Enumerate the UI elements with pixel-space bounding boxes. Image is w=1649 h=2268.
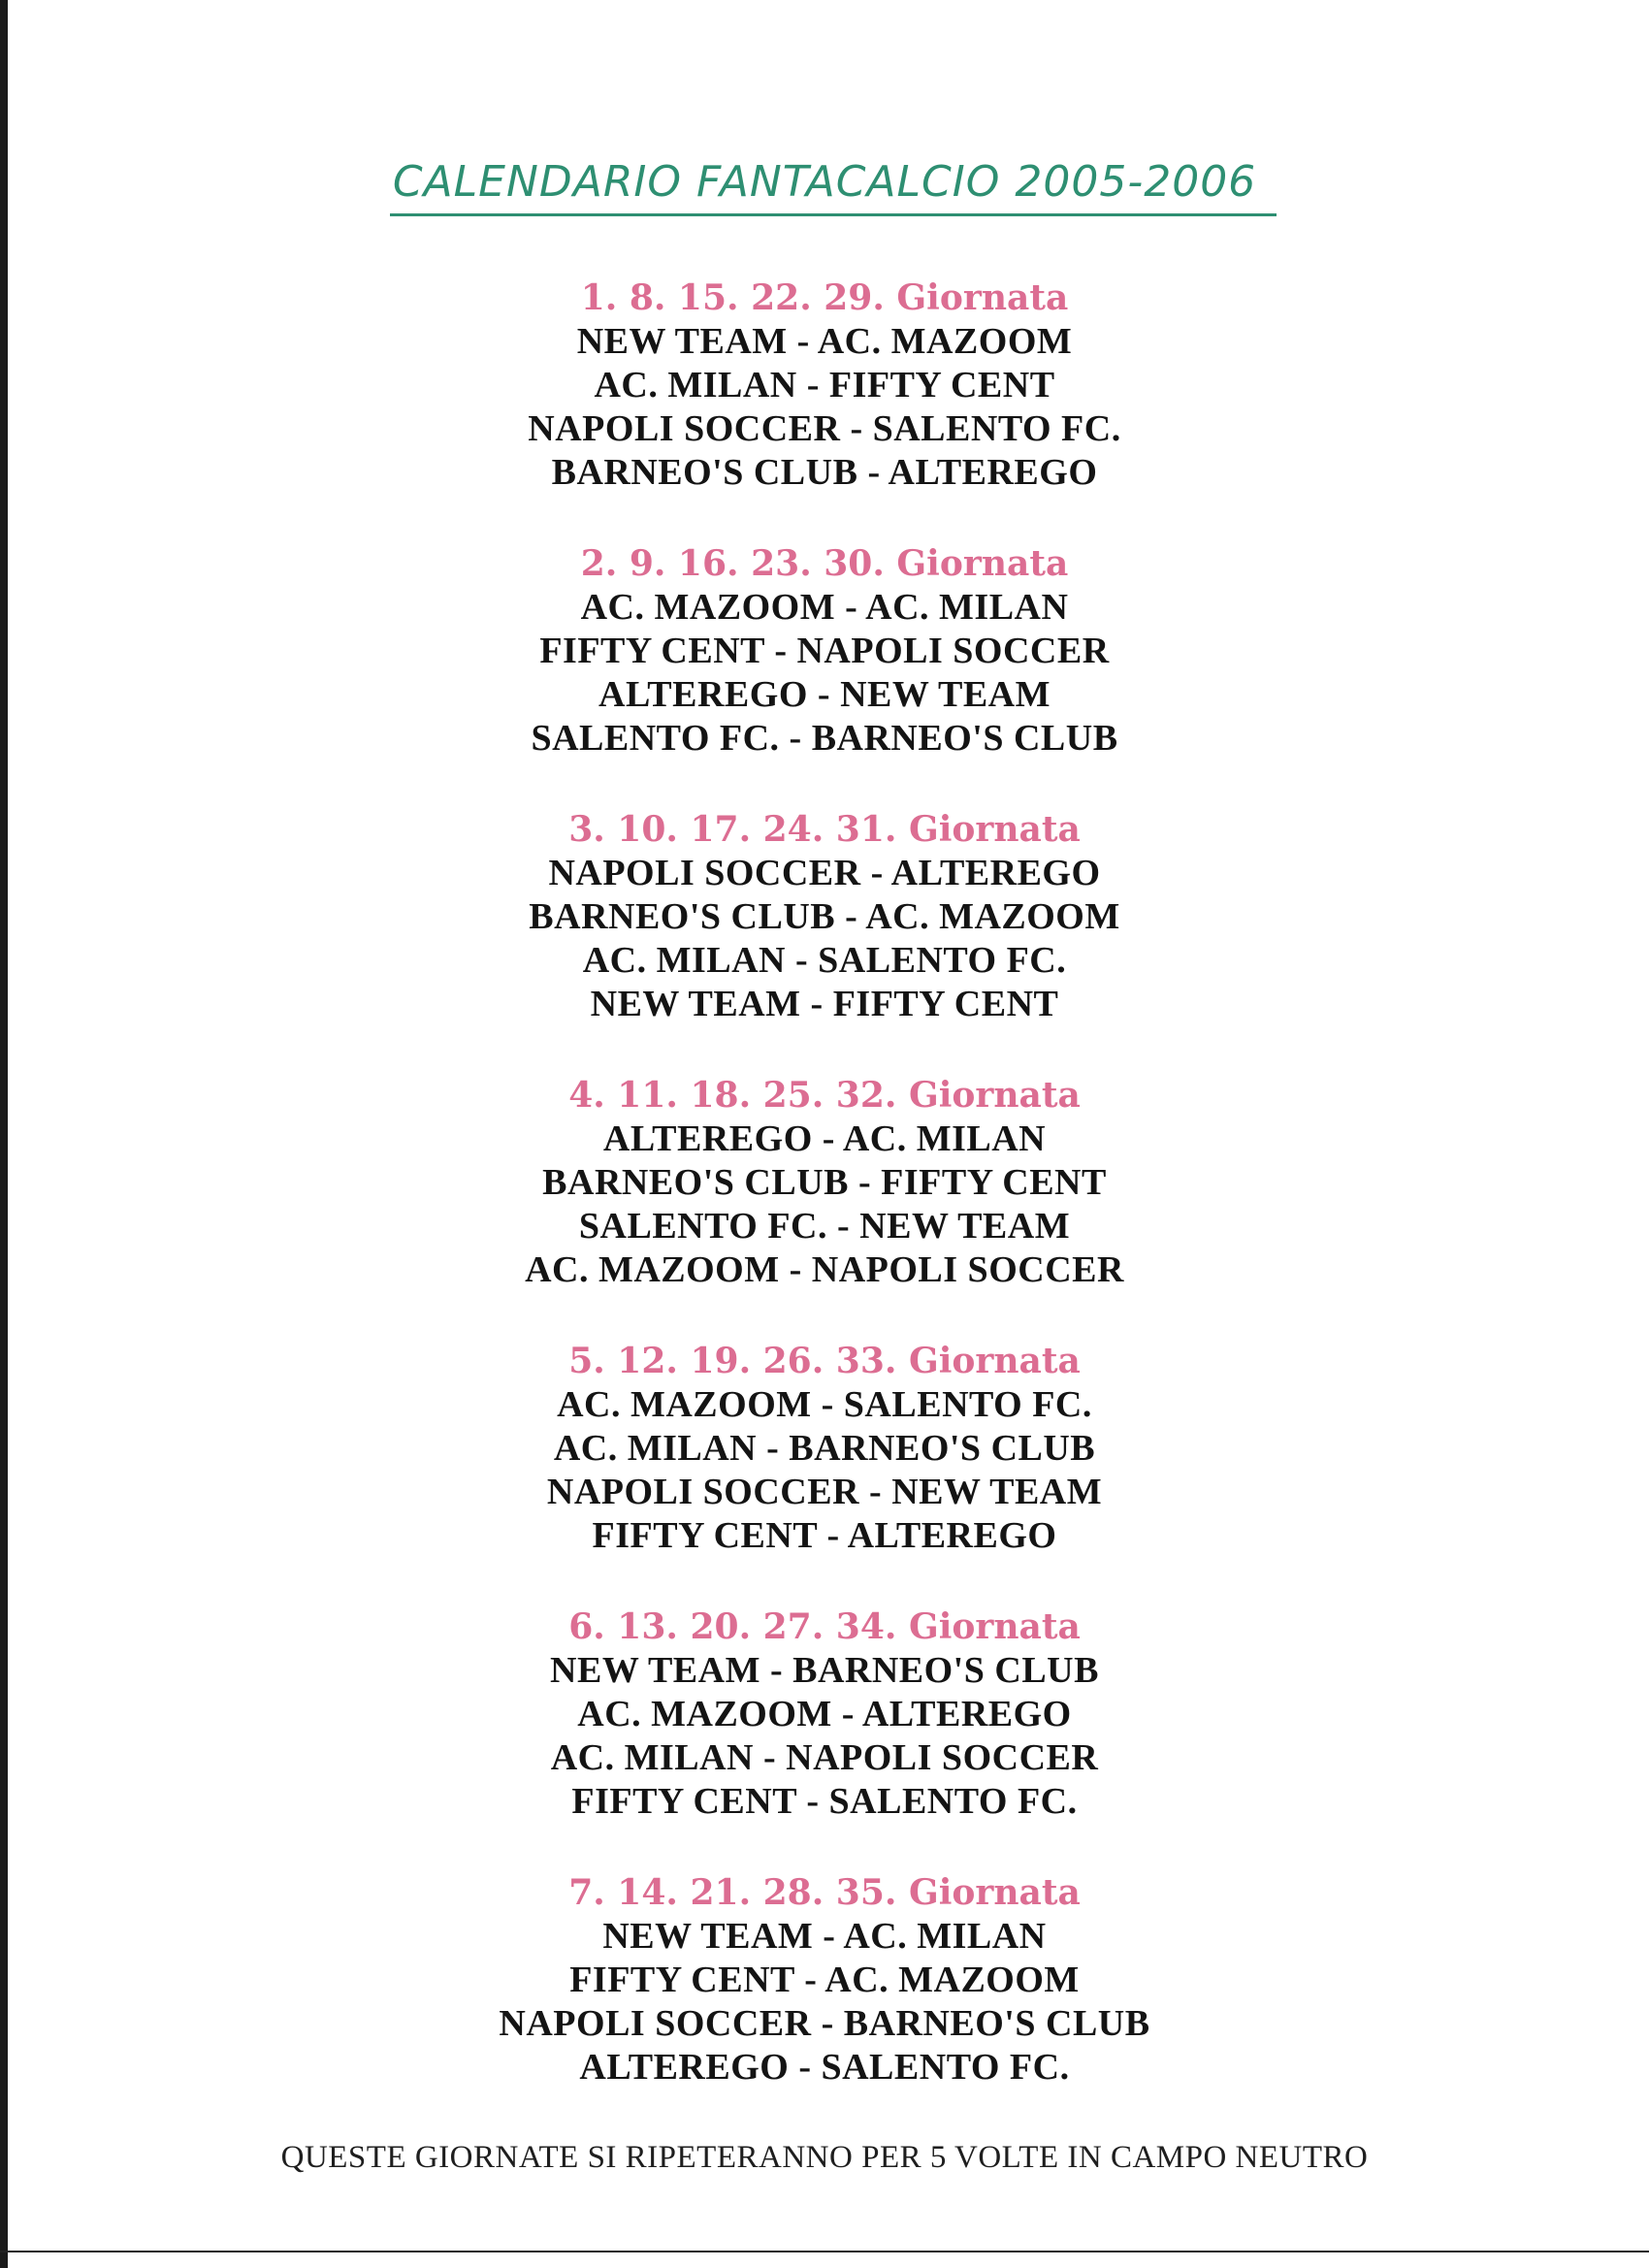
away-team: SALENTO FC. [818,940,1067,981]
away-team: AC. MILAN [842,1118,1047,1159]
away-team: NAPOLI SOCCER [786,1737,1099,1778]
home-team: BARNEO'S CLUB [542,1162,849,1203]
round-1 [0,275,1649,541]
home-team: ALTEREGO [579,2047,790,2088]
match-row: AC. MILAN - FIFTY CENT [594,365,1055,405]
away-team: FIFTY CENT [881,1162,1107,1203]
away-team: BARNEO'S CLUB [789,1428,1096,1469]
match-row: SALENTO FC. - NEW TEAM [578,1206,1071,1247]
away-team: NEW TEAM [859,1206,1071,1247]
away-team: AC. MAZOOM [865,896,1120,937]
home-team: NEW TEAM [550,1650,760,1691]
match-row: ALTEREGO - AC. MILAN [602,1118,1047,1159]
round-heading: 4. 11. 18. 25. 32. Giornata [568,1075,1081,1116]
home-team: FIFTY CENT [539,631,765,671]
home-team: AC. MILAN [553,1428,758,1469]
round-heading: 3. 10. 17. 24. 31. Giornata [568,809,1081,850]
footer-note: QUESTE GIORNATE SI RIPETERANNO PER 5 VOLTE IN CAMPO NEUTRO [280,2140,1369,2175]
home-team: BARNEO'S CLUB [551,452,858,493]
away-team: ALTEREGO [888,452,1098,493]
home-team: NEW TEAM [576,321,788,362]
home-team: SALENTO FC. [578,1206,827,1247]
scan-bottom-border [0,2251,1649,2252]
away-team: SALENTO FC. [828,1781,1078,1822]
home-team: NAPOLI SOCCER [548,853,861,893]
away-team: SALENTO FC. [821,2047,1070,2088]
home-team: FIFTY CENT [592,1515,818,1556]
match-row: AC. MILAN - SALENTO FC. [582,940,1067,981]
home-team: AC. MAZOOM [580,587,836,628]
away-team: NEW TEAM [891,1472,1103,1512]
away-team: BARNEO'S CLUB [843,2003,1150,2044]
away-team: NEW TEAM [840,674,1051,715]
round-4 [0,1073,1649,1339]
match-row: NAPOLI SOCCER - BARNEO'S CLUB [499,2003,1150,2044]
home-team: AC. MILAN [594,365,797,405]
match-row: AC. MILAN - BARNEO'S CLUB [553,1428,1096,1469]
page-title: CALENDARIO FANTACALCIO 2005-2006 [392,157,1257,207]
match-row: AC. MILAN - NAPOLI SOCCER [550,1737,1099,1778]
home-team: AC. MILAN [582,940,787,981]
home-team: AC. MAZOOM [577,1694,832,1734]
match-row: NAPOLI SOCCER - SALENTO FC. [528,408,1121,449]
match-row: FIFTY CENT - ALTEREGO [592,1515,1057,1556]
round-5 [0,1339,1649,1604]
away-team: AC. MILAN [865,587,1069,628]
home-team: NEW TEAM [602,1916,814,1957]
away-team: SALENTO FC. [872,408,1121,449]
match-row: NAPOLI SOCCER - ALTEREGO [548,853,1101,893]
home-team: AC. MAZOOM [525,1249,780,1290]
match-row: NAPOLI SOCCER - NEW TEAM [546,1472,1103,1512]
away-team: ALTEREGO [847,1515,1057,1556]
match-row: BARNEO'S CLUB - ALTEREGO [551,452,1098,493]
match-row: NEW TEAM - BARNEO'S CLUB [550,1650,1099,1691]
round-heading: 6. 13. 20. 27. 34. Giornata [568,1606,1081,1647]
round-heading: 5. 12. 19. 26. 33. Giornata [568,1341,1081,1381]
away-team: NAPOLI SOCCER [811,1249,1124,1290]
home-team: NAPOLI SOCCER [546,1472,860,1512]
match-row: SALENTO FC. - BARNEO'S CLUB [531,718,1118,759]
round-7 [0,1870,1649,2136]
home-team: ALTEREGO [602,1118,813,1159]
match-row: AC. MAZOOM - NAPOLI SOCCER [525,1249,1124,1290]
round-2 [0,541,1649,807]
match-row: AC. MAZOOM - SALENTO FC. [557,1384,1092,1425]
home-team: NEW TEAM [590,984,801,1024]
schedule [0,275,1649,2136]
away-team: AC. MILAN [843,1916,1047,1957]
match-row: NEW TEAM - AC. MAZOOM [576,321,1073,362]
away-team: FIFTY CENT [832,984,1059,1024]
home-team: BARNEO'S CLUB [529,896,836,937]
match-row: NEW TEAM - FIFTY CENT [590,984,1059,1024]
round-heading: 2. 9. 16. 23. 30. Giornata [580,543,1069,584]
match-row: FIFTY CENT - NAPOLI SOCCER [539,631,1110,671]
home-team: SALENTO FC. [531,718,780,759]
home-team: FIFTY CENT [569,1960,795,2000]
home-team: ALTEREGO [598,674,808,715]
away-team: SALENTO FC. [843,1384,1092,1425]
home-team: NAPOLI SOCCER [528,408,841,449]
match-row: AC. MAZOOM - ALTEREGO [577,1694,1072,1734]
match-row: BARNEO'S CLUB - FIFTY CENT [542,1162,1107,1203]
match-row: NEW TEAM - AC. MILAN [602,1916,1047,1957]
match-row: ALTEREGO - NEW TEAM [598,674,1051,715]
match-row: FIFTY CENT - AC. MAZOOM [569,1960,1080,2000]
away-team: BARNEO'S CLUB [811,718,1118,759]
match-row: FIFTY CENT - SALENTO FC. [571,1781,1078,1822]
away-team: AC. MAZOOM [817,321,1073,362]
away-team: ALTEREGO [890,853,1101,893]
away-team: NAPOLI SOCCER [796,631,1110,671]
match-row: ALTEREGO - SALENTO FC. [579,2047,1070,2088]
away-team: AC. MAZOOM [824,1960,1080,2000]
home-team: AC. MILAN [550,1737,754,1778]
away-team: FIFTY CENT [828,365,1055,405]
round-6 [0,1604,1649,1870]
away-team: BARNEO'S CLUB [792,1650,1099,1691]
title-underline [390,213,1277,216]
home-team: FIFTY CENT [571,1781,797,1822]
home-team: AC. MAZOOM [557,1384,812,1425]
match-row: AC. MAZOOM - AC. MILAN [580,587,1069,628]
away-team: ALTEREGO [861,1694,1072,1734]
match-row: BARNEO'S CLUB - AC. MAZOOM [529,896,1120,937]
home-team: NAPOLI SOCCER [499,2003,812,2044]
round-heading: 7. 14. 21. 28. 35. Giornata [568,1872,1081,1913]
round-heading: 1. 8. 15. 22. 29. Giornata [580,277,1069,318]
round-3 [0,807,1649,1073]
